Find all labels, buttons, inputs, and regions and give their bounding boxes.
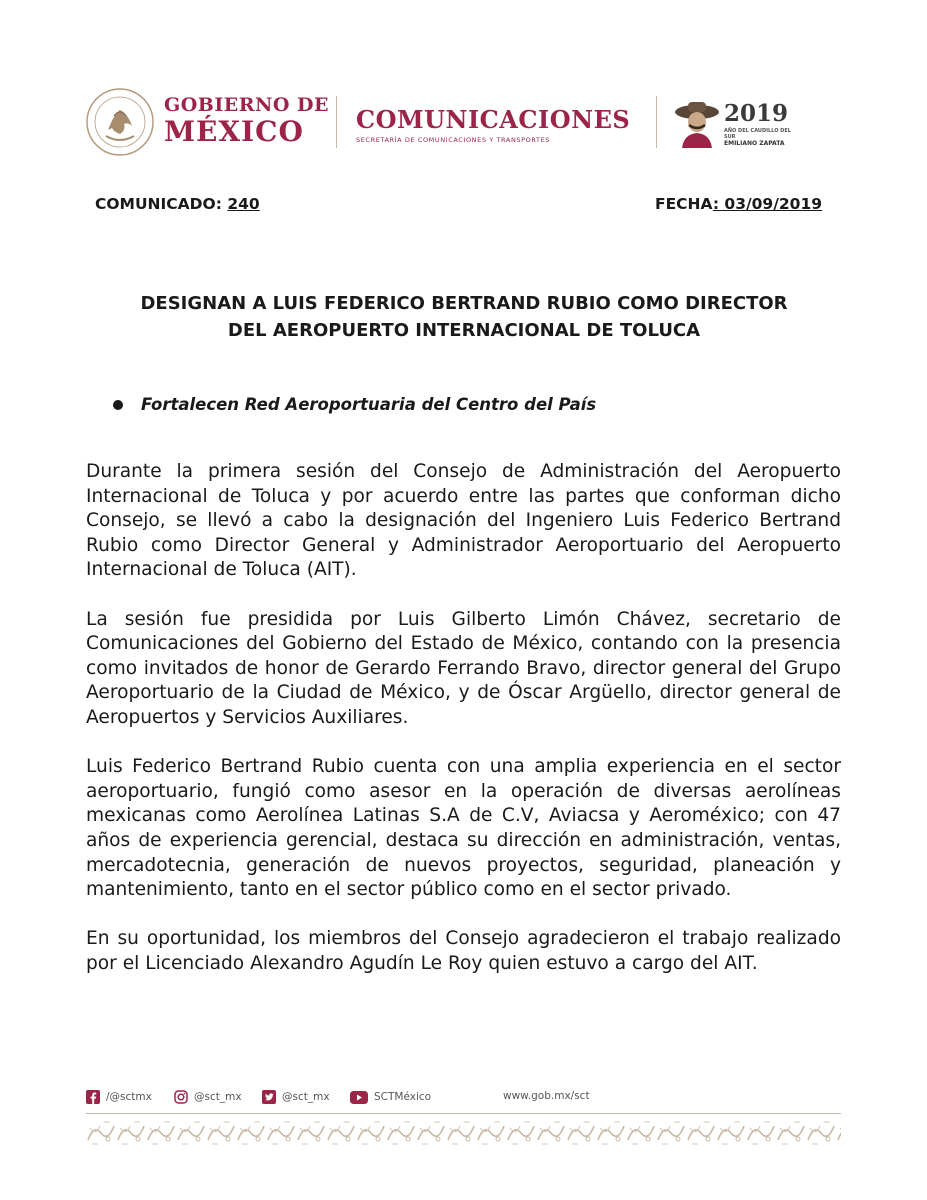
bullet-icon [113,400,123,410]
paragraph: En su oportunidad, los miembros del Consejo agradecieron el trabajo realizado por el Licenciado Alexandro Agudín Le Roy quien estuvo a cargo del AIT. [86,928,841,974]
coat-of-arms-icon [84,86,156,158]
instagram-icon [174,1090,188,1104]
comunicado-number [95,195,260,213]
header-divider [336,96,337,148]
year-number: 2019 [724,100,789,127]
year-subtitle-2: EMILIANO ZAPATA [724,140,785,147]
youtube-link[interactable] [350,1090,431,1104]
logo-line-2: MÉXICO [164,115,304,148]
decorative-pattern-icon [86,1120,841,1146]
fecha-label: FECHA [655,195,713,213]
website-url: www.gob.mx/sct [503,1090,590,1102]
comunicado-value: 240 [227,195,260,213]
paragraph: La sesión fue presidida por Luis Gilberto Limón Chávez, secretario de Comunicaciones del Gobierno del Estado de México, contando con la presencia como invitados de honor de Gerardo Ferrando Bravo, director general del Grupo Aeroportuario de la Ciudad de México, y de Óscar Argüello, director general de Aeropuertos y Servicios Auxiliares. [86,608,841,728]
footer-divider [86,1113,841,1114]
twitter-handle: @sct_mx [282,1091,330,1103]
paragraph: Luis Federico Bertrand Rubio cuenta con una amplia experiencia en el sector aeroportuario, fungió como asesor en la operación de diversas aerolíneas mexicanas como Aerolínea Latinas S.A de C.V, Aviacsa y Aeroméxico; con 47 años de experiencia gerencial, destaca su dirección en administración, ventas, mercadotecnia, generación de nuevos proyectos, seguridad, planeación y mantenimiento, tanto en el sector público como en el sector privado. [86,756,841,901]
fecha-value: : 03/09/2019 [712,195,823,213]
press-release-title [90,290,838,344]
logo-line-1: GOBIERNO DE [164,94,329,116]
agency-subtitle: SECRETARÍA DE COMUNICACIONES Y TRANSPORTES [356,136,551,144]
bullet-text: Fortalecen Red Aeroportuaria del Centro del País [141,395,597,414]
youtube-channel: SCTMéxico [374,1091,432,1103]
year-subtitle-1: AÑO DEL CAUDILLO DEL SUR [724,128,791,140]
instagram-handle: @sct_mx [194,1091,242,1103]
facebook-link[interactable] [86,1090,152,1104]
facebook-icon [86,1090,100,1104]
year-logo [724,102,804,147]
youtube-icon [350,1090,368,1104]
press-release-body [86,460,841,1001]
gobierno-de-mexico-logo [164,94,329,148]
paragraph: Durante la primera sesión del Consejo de Administración del Aeropuerto Internacional de Toluca y por acuerdo entre las partes que conforman dicho Consejo, se llevó a cabo la designación del Ingeniero Luis Federico Bertrand Rubio como Director General y Administrador Aeroportuario del Aeropuerto Internacional de Toluca (AIT). [86,461,841,581]
fecha [655,195,822,213]
header-divider [656,96,657,148]
page-header [84,86,804,158]
page-footer [86,1090,841,1110]
instagram-link[interactable] [174,1090,242,1104]
comunicaciones-logo [356,106,630,144]
title-line-2: DEL AEROPUERTO INTERNACIONAL DE TOLUCA [227,320,701,341]
title-line-1: DESIGNAN A LUIS FEDERICO BERTRAND RUBIO COMO DIRECTOR [140,293,788,314]
facebook-handle: /@sctmx [106,1091,152,1103]
twitter-link[interactable] [262,1090,330,1104]
agency-name: COMUNICACIONES [356,105,631,134]
website-link[interactable] [503,1090,590,1102]
comunicado-label: COMUNICADO: [95,195,228,213]
twitter-icon [262,1090,276,1104]
zapata-portrait-icon [674,98,720,148]
